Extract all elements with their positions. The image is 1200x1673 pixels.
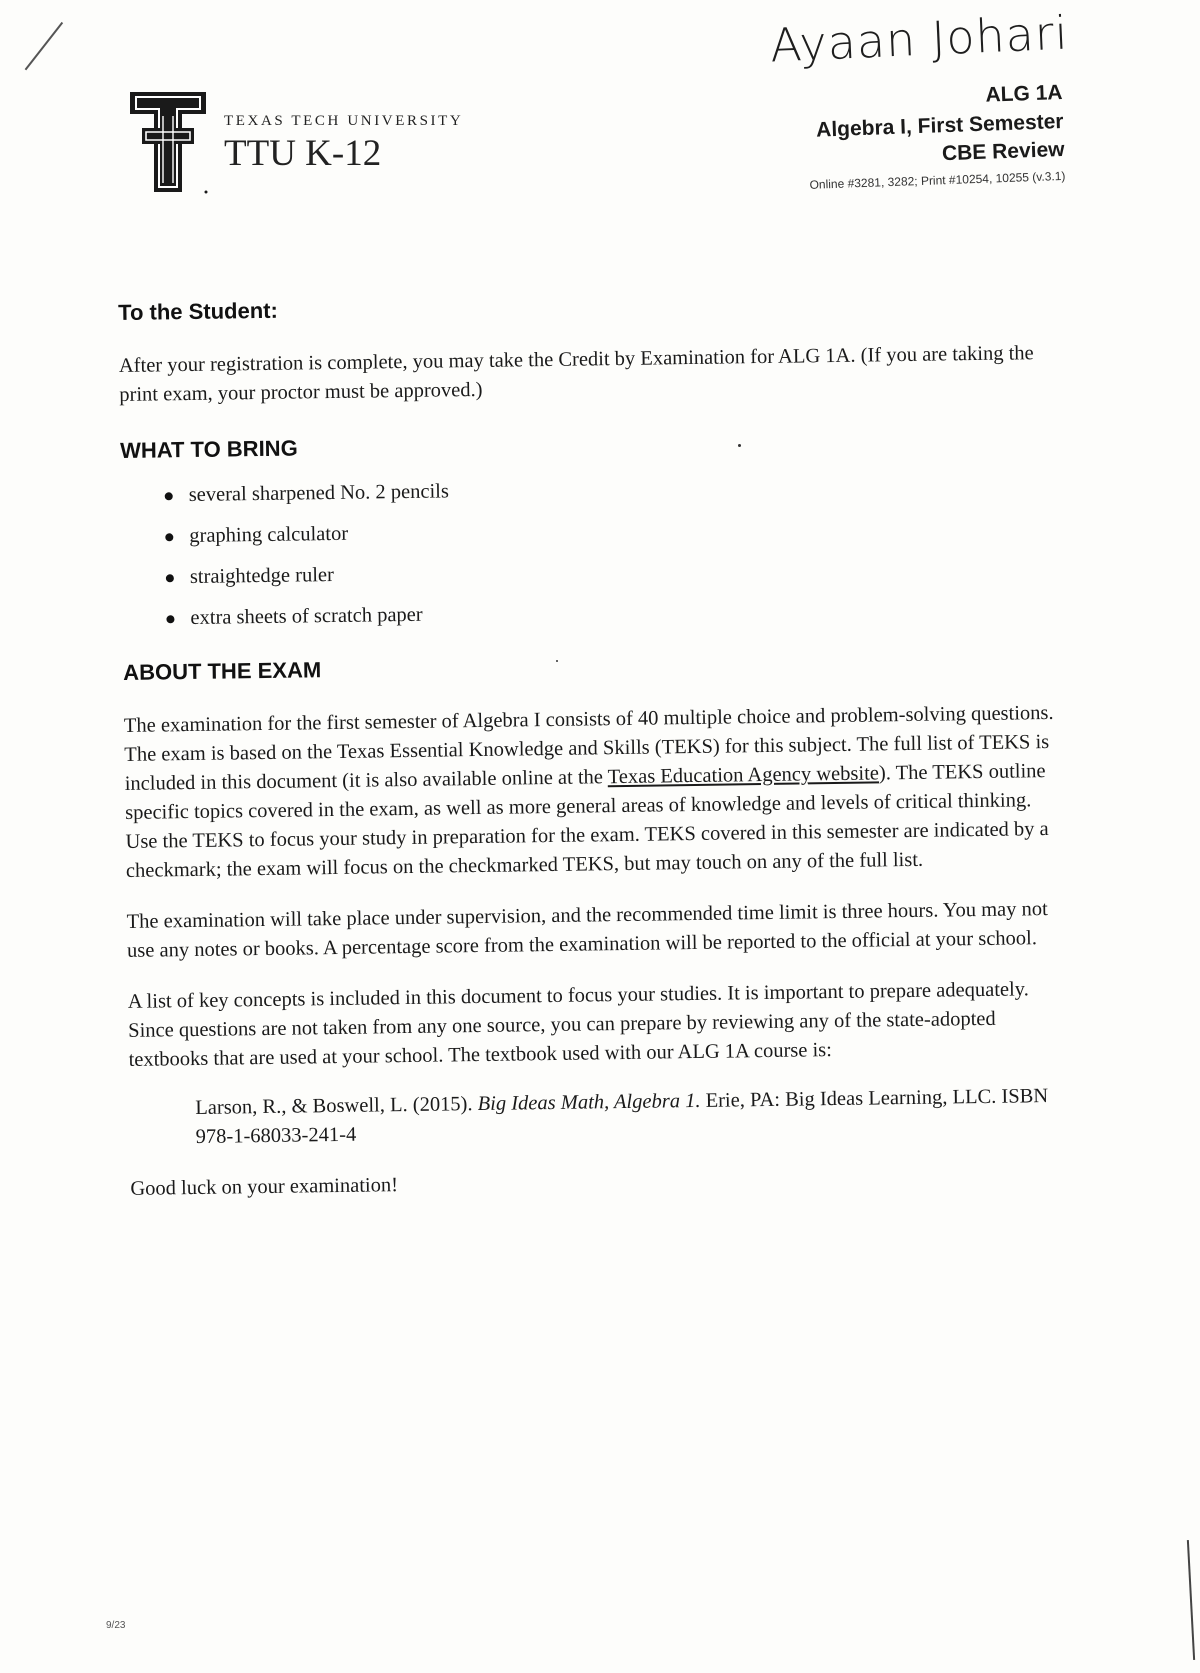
exam-p1-text-continued: ). The TEKS outline specific topics covered in the exam, as well as more general areas of knowledge and levels of critical thinking. Use the TEKS to focus your study in preparation for the exam. TEKS covered in this semester are indicated by a checkmark; the exam will focus on the checkmarked TEKS, but may touch on any of the full list. (125, 760, 1049, 882)
exam-p1-text: The examination for the first semester of Algebra I consists of 40 multiple choice and problem-solving questions. The exam is based on the Texas Essential Knowledge and Skills (TEKS) for this subject. The full list of TEKS is included in this document (it is also available online at the (123, 701, 1054, 795)
citation-title: Big Ideas Math, Algebra 1. (477, 1089, 701, 1116)
scan-speck (738, 444, 741, 447)
document-type: CBE Review (941, 137, 1065, 166)
intro-paragraph: After your registration is complete, you may take the Credit by Examination for ALG 1A. (If you are taking the print exam, your proctor must be approved.) (118, 342, 1034, 406)
list-item: several sharpened No. 2 pencils (164, 463, 1060, 517)
list-item: straightedge ruler (166, 545, 1062, 599)
university-logo-block (128, 88, 463, 196)
list-item: extra sheets of scratch paper (166, 586, 1062, 640)
about-exam-heading: ABOUT THE EXAM (123, 657, 322, 685)
exam-paragraph-3: A list of key concepts is included in this document to focus your studies. It is important to prepare adequately. Since questions are not taken from any one source, you can prepare by reviewing any of the state-adopted textbooks that are used at your school. The textbook used with our ALG 1A course is: (127, 978, 1029, 1071)
logo-text (224, 113, 463, 175)
textbook-citation (129, 1082, 1070, 1153)
course-info-block (806, 78, 1065, 192)
citation-publisher: Erie, PA: Big Ideas Learning, LLC. ISBN 978-1-68033-241-4 (195, 1085, 1049, 1148)
list-item: graphing calculator (165, 504, 1061, 558)
page-edge-mark (1187, 1540, 1195, 1660)
university-name: TEXAS TECH UNIVERSITY (224, 113, 464, 129)
course-title: Algebra I, First Semester (815, 109, 1064, 142)
course-numbers: Online #3281, 3282; Print #10254, 10255 (v.3.1) (809, 168, 1066, 192)
footer-code: 9/23 (106, 1620, 126, 1631)
citation-authors: Larson, R., & Boswell, L. (2015). (195, 1093, 478, 1119)
double-t-logo-icon (128, 88, 208, 196)
document-body (118, 287, 1071, 1204)
pen-stroke-mark (25, 22, 64, 71)
what-to-bring-heading: WHAT TO BRING (119, 435, 298, 463)
program-name: TTU K-12 (224, 133, 382, 174)
course-code: ALG 1A (985, 80, 1063, 107)
handwritten-student-name: Ayaan Johari (768, 5, 1070, 73)
exam-paragraph-2: The examination will take place under supervision, and the recommended time limit is three hours. You may not use any notes or books. A percentage score from the examination will be reported to the official at your school. (126, 898, 1048, 962)
exam-paragraph-1 (124, 699, 1066, 886)
closing-line: Good luck on your examination! (130, 1174, 399, 1200)
to-student-heading: To the Student: (118, 297, 279, 325)
what-to-bring-list (120, 463, 1062, 640)
tea-website-link[interactable]: Texas Education Agency website (607, 762, 880, 789)
scan-speck (556, 660, 558, 662)
